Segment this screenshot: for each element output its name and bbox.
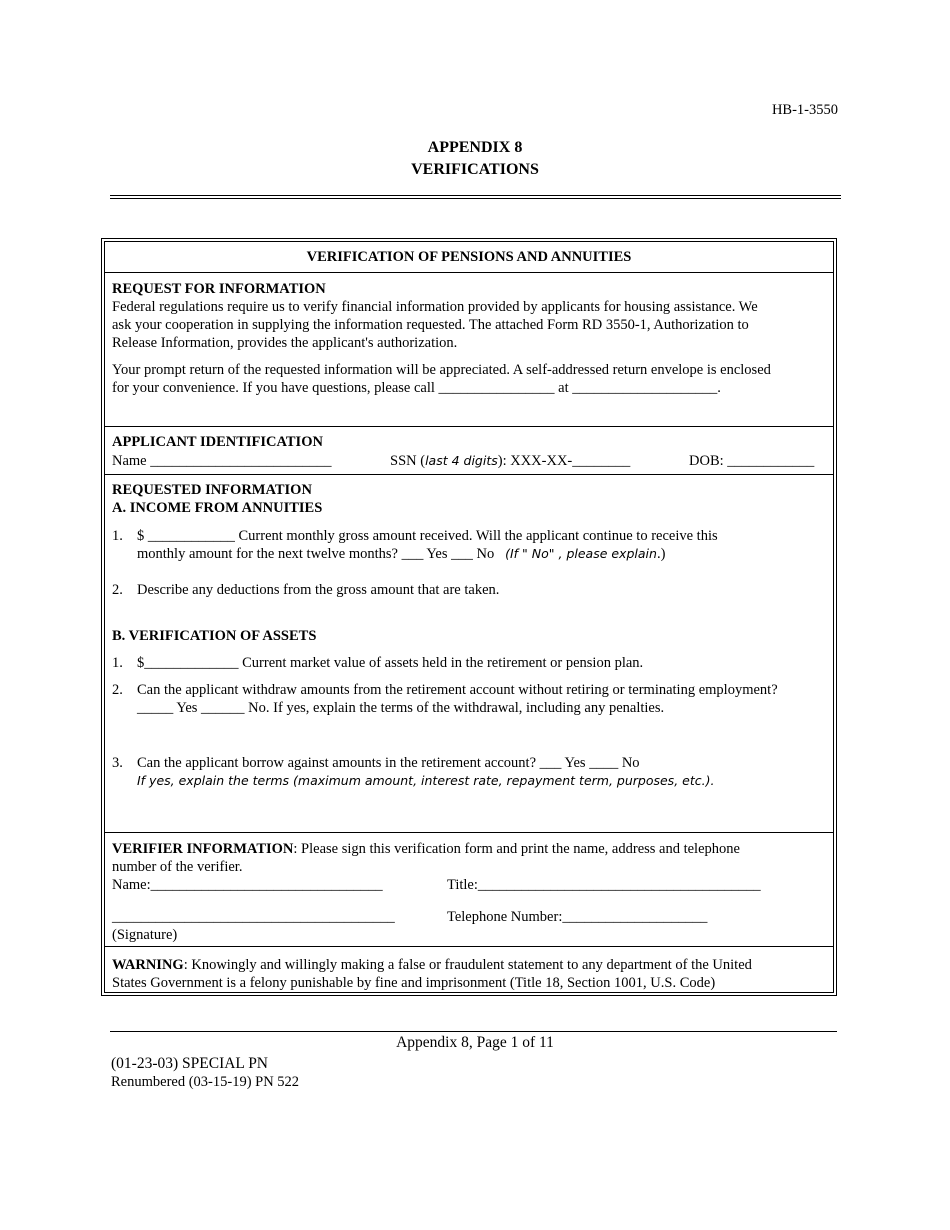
divider bbox=[104, 426, 834, 427]
item-b2-number: 2. bbox=[112, 682, 123, 698]
telephone-field[interactable]: Telephone Number:____________________ bbox=[447, 909, 708, 925]
item-a1-question: monthly amount for the next twelve months? ___ Yes ___ No bbox=[137, 546, 495, 562]
document-number: HB-1-3550 bbox=[771, 102, 838, 118]
applicant-heading: APPLICANT IDENTIFICATION bbox=[112, 434, 323, 450]
item-b3-number: 3. bbox=[112, 755, 123, 771]
item-b2-line-1: Can the applicant withdraw amounts from the retirement account without retiring or terminating employment? bbox=[137, 682, 778, 698]
footer-rule bbox=[110, 1031, 837, 1032]
requested-heading: REQUESTED INFORMATION bbox=[112, 482, 312, 498]
request-paragraph-2-line-1: Your prompt return of the requested information will be appreciated. A self-addressed return envelope is enclosed bbox=[112, 362, 771, 378]
ssn-note: last 4 digits bbox=[425, 453, 498, 468]
section-a-heading: A. INCOME FROM ANNUITIES bbox=[112, 500, 323, 516]
verifier-intro: : Please sign this verification form and print the name, address and telephone bbox=[293, 841, 740, 857]
warning-line-1 bbox=[112, 956, 752, 974]
verifier-name-field[interactable]: Name:________________________________ bbox=[112, 877, 383, 893]
verifier-heading: VERIFIER INFORMATION bbox=[112, 841, 294, 857]
request-paragraph-2-line-2[interactable]: for your convenience. If you have questions, please call ________________ at ____________________. bbox=[112, 380, 721, 396]
revision-date: (01-23-03) SPECIAL PN bbox=[111, 1055, 269, 1072]
signature-field[interactable]: _______________________________________ bbox=[112, 909, 395, 925]
warning-line-2: States Government is a felony punishable by fine and imprisonment (Title 18, Section 1001, U.S. Code) bbox=[112, 975, 716, 991]
request-heading: REQUEST FOR INFORMATION bbox=[112, 281, 326, 297]
divider bbox=[104, 832, 834, 833]
item-a2-number: 2. bbox=[112, 582, 123, 598]
ssn-label: SSN ( bbox=[390, 453, 426, 469]
ssn-value: ): XXX-XX-________ bbox=[497, 453, 631, 469]
item-b1-text[interactable]: $_____________ Current market value of assets held in the retirement or pension plan. bbox=[137, 655, 644, 671]
verifier-title-field[interactable]: Title:_______________________________________ bbox=[447, 877, 761, 893]
item-a1-line-1[interactable]: $ ____________ Current monthly gross amount received. Will the applicant continue to receive this bbox=[137, 528, 718, 544]
warning-heading: WARNING bbox=[112, 957, 184, 973]
page-number: Appendix 8, Page 1 of 11 bbox=[396, 1034, 554, 1051]
item-b2-line-2[interactable]: _____ Yes ______ No. If yes, explain the terms of the withdrawal, including any penalties. bbox=[137, 700, 665, 716]
section-b-heading: B. VERIFICATION OF ASSETS bbox=[112, 628, 317, 644]
applicant-name-field[interactable]: Name _________________________ bbox=[112, 453, 332, 469]
applicant-ssn-field[interactable] bbox=[390, 452, 630, 470]
signature-label: (Signature) bbox=[112, 927, 178, 943]
request-paragraph-1-line-2: ask your cooperation in supplying the information requested. The attached Form RD 3550-1, Authorization to bbox=[112, 317, 749, 333]
request-paragraph-1-line-3: Release Information, provides the applicant's authorization. bbox=[112, 335, 458, 351]
divider bbox=[104, 272, 834, 273]
header-rule-bottom bbox=[110, 198, 841, 199]
form-title: VERIFICATION OF PENSIONS AND ANNUITIES bbox=[306, 249, 632, 265]
item-a1-line-2[interactable] bbox=[137, 545, 665, 563]
divider bbox=[104, 946, 834, 947]
divider bbox=[104, 474, 834, 475]
item-a1-explain-note: (If " No" , please explain bbox=[505, 546, 657, 561]
item-b3-explain-note: If yes, explain the terms (maximum amount, interest rate, repayment term, purposes, etc.). bbox=[137, 773, 715, 788]
request-paragraph-1-line-1: Federal regulations require us to verify financial information provided by applicants for housing assistance. We bbox=[112, 299, 758, 315]
item-a1-number: 1. bbox=[112, 528, 123, 544]
item-b3-line-1[interactable]: Can the applicant borrow against amounts in the retirement account? ___ Yes ____ No bbox=[137, 755, 640, 771]
appendix-title: APPENDIX 8 bbox=[427, 139, 523, 156]
warning-text: : Knowingly and willingly making a false or fraudulent statement to any department of the United bbox=[183, 957, 752, 973]
verifier-intro-line-2: number of the verifier. bbox=[112, 859, 243, 875]
item-b1-number: 1. bbox=[112, 655, 123, 671]
header-rule-top bbox=[110, 195, 841, 196]
renumbered-note: Renumbered (03-15-19) PN 522 bbox=[111, 1074, 300, 1090]
item-a1-end: .) bbox=[656, 546, 666, 562]
verifier-intro-line-1 bbox=[112, 840, 740, 858]
applicant-dob-field[interactable]: DOB: ____________ bbox=[689, 453, 815, 469]
page-subtitle: VERIFICATIONS bbox=[411, 161, 539, 178]
item-a2-text: Describe any deductions from the gross amount that are taken. bbox=[137, 582, 500, 598]
